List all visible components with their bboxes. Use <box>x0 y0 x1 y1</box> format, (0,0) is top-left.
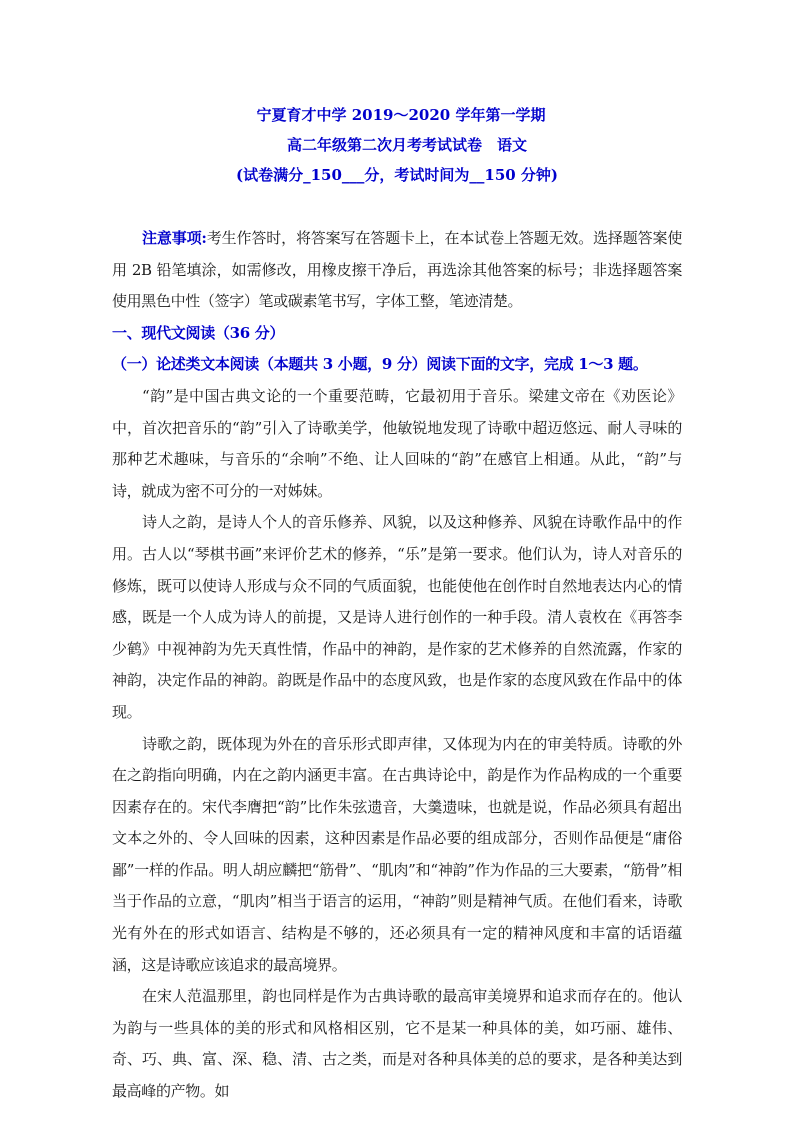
exam-body <box>112 223 682 1108</box>
passage-paragraph: “韵”是中国古典文论的一个重要范畴，它最初用于音乐。梁建文帝在《劝医论》中，首次把音乐的“韵”引入了诗歌美学，他敏锐地发现了诗歌中超迈悠远、耐人寻味的那种艺术趣味，与音乐的“余响”不绝、让人回味的“韵”在感官上相通。从此，“韵”与诗，就成为密不可分的一对姊妹。 <box>112 386 682 500</box>
passage-paragraph: 诗人之韵，是诗人个人的音乐修养、风貌，以及这种修养、风貌在诗歌作品中的作用。古人以“琴棋书画”来评价艺术的修养，“乐”是第一要求。他们认为，诗人对音乐的修炼，既可以使诗人形成与众不同的气质面貌，也能使他在创作时自然地表达内心的情感，既是一个人成为诗人的前提，又是诗人进行创作的一种手段。清人袁枚在《再答李少鹤》中视神韵为先天真性情，作品中的神韵，是作家的艺术修养的自然流露，作家的神韵，决定作品的神韵。韵既是作品中的态度风致，也是作家的态度风致在作品中的体现。 <box>112 513 682 721</box>
passage-paragraph: 在宋人范温那里，韵也同样是作为古典诗歌的最高审美境界和追求而存在的。他认为韵与一些具体的美的形式和风格相区别，它不是某一种具体的美，如巧丽、雄伟、奇、巧、典、富、深、稳、清、古之类，而是对各种具体美的总的要求，是各种美达到最高峰的产物。如 <box>112 987 682 1101</box>
exam-header <box>0 100 794 190</box>
passage-paragraph: 诗歌之韵，既体现为外在的音乐形式即声律，又体现为内在的审美特质。诗歌的外在之韵指向明确，内在之韵内涵更丰富。在古典诗论中，韵是作为作品构成的一个重要因素存在的。宋代李膺把“韵”比作朱弦遗音，大羹遗味，也就是说，作品必须具有超出文本之外的、令人回味的因素，这种因素是作品必要的组成部分，否则作品便是“庸俗鄙”一样的作品。明人胡应麟把“筋骨”、“肌肉”和“神韵”作为作品的三大要素，“筋骨”相当于作品的立意，“肌肉”相当于语言的运用，“神韵”则是精神气质。在他们看来，诗歌光有外在的形式如语言、结构是不够的，还必须具有一定的精神风度和丰富的话语蕴涵，这是诗歌应该追求的最高境界。 <box>112 734 682 974</box>
school-term-title: 宁夏育才中学 2019～2020 学年第一学期 <box>256 106 546 124</box>
exam-title: 高二年级第二次月考考试试卷 语文 <box>286 136 527 154</box>
notice-text: 考生作答时，将答案写在答题卡上，在本试卷上答题无效。选择题答案使用 2B 铅笔填涂，如需修改，用橡皮擦干净后，再选涂其他答案的标号；非选择题答案使用黑色中性（签字）笔或碳素笔书写，字体工整，笔迹清楚。 <box>112 229 682 311</box>
subsection-heading: （一）论述类文本阅读（本题共 3 小题，9 分）阅读下面的文字，完成 1～3 题。 <box>112 355 648 374</box>
section-heading: 一、现代文阅读（36 分） <box>112 323 285 342</box>
notice-paragraph <box>112 223 682 318</box>
notice-label: 注意事项: <box>142 229 207 247</box>
exam-score-time: (试卷满分_150___分，考试时间为__150 分钟) <box>235 166 559 184</box>
